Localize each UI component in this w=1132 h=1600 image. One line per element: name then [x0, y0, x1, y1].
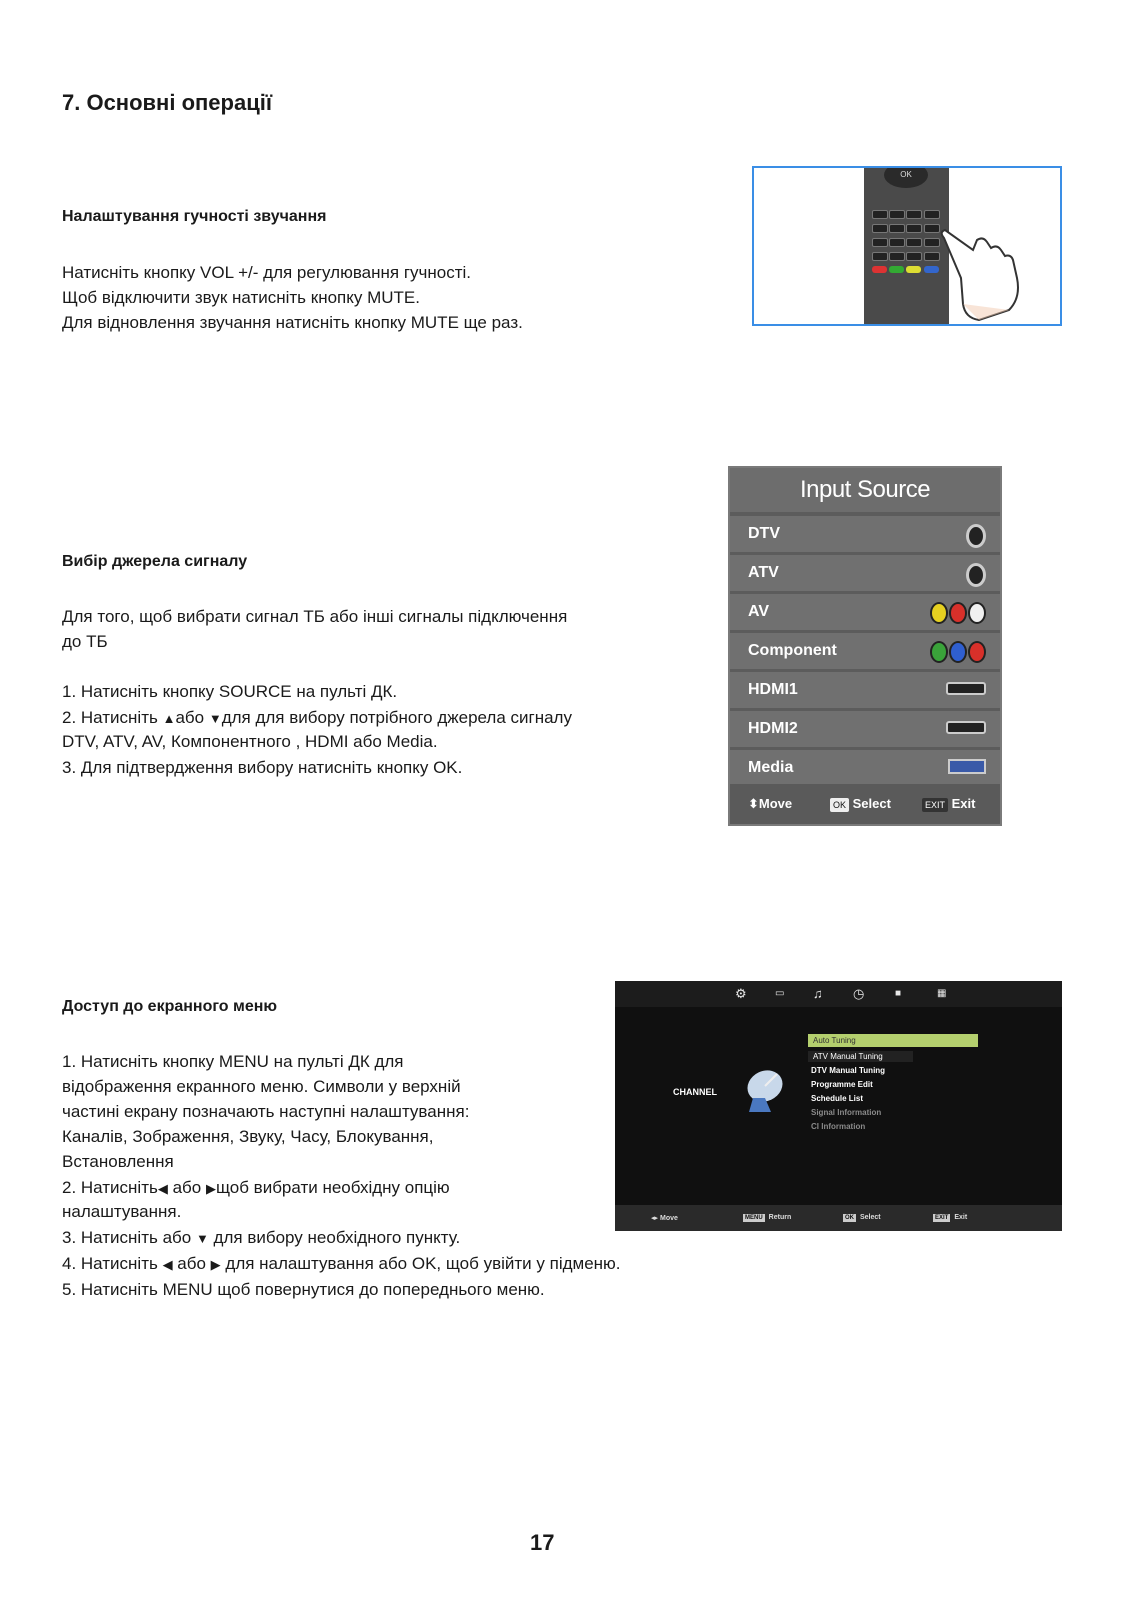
- osd-heading: Доступ до екранного меню: [62, 998, 278, 1015]
- osd-line-3: частині екрану позначають наступні налаштування:: [62, 1102, 470, 1121]
- remote-illustration: [752, 166, 1062, 326]
- page-number: 17: [530, 1530, 555, 1555]
- lock-icon[interactable]: ■: [895, 988, 902, 999]
- osd-step-4: 4. Натисніть ◀ або ▶ для налаштування або OK, щоб увійти у підменю.: [62, 1254, 621, 1273]
- volume-line-1: Натисніть кнопку VOL +/- для регулювання гучності.: [62, 263, 472, 282]
- source-item-component[interactable]: Component: [730, 633, 1000, 669]
- move-arrows-icon: ◂▸: [651, 1215, 660, 1222]
- volume-heading: Налаштування гучності звучання: [62, 208, 327, 225]
- osd-line-4: Каналів, Зображення, Звуку, Часу, Блокування,: [62, 1127, 434, 1146]
- left-arrow-icon: ◀: [157, 1181, 168, 1196]
- volume-line-2: Щоб відключити звук натисніть кнопку MUTE.: [62, 288, 420, 307]
- input-source-menu: [728, 466, 1002, 826]
- source-step-3: 3. Для підтвердження вибору натисніть кнопку OK.: [62, 758, 463, 777]
- source-step-1: 1. Натисніть кнопку SOURCE на пульті ДК.: [62, 682, 398, 701]
- exit-hint: EXIT Exit: [935, 1214, 968, 1221]
- osd-menu-footer: [615, 1205, 1062, 1231]
- left-arrow-icon: ◀: [162, 1257, 173, 1272]
- select-hint: OK Select: [845, 1214, 881, 1221]
- menu-item-dtv-manual-tuning[interactable]: DTV Manual Tuning: [811, 1066, 886, 1075]
- source-step-2-line-2: DTV, ATV, AV, Компонентного , HDMI або Media.: [62, 732, 438, 751]
- down-arrow-icon: ▼: [195, 1231, 209, 1246]
- source-item-dtv[interactable]: DTV: [730, 516, 1000, 552]
- volume-line-3: Для відновлення звучання натисніть кнопку MUTE ще раз.: [62, 313, 523, 332]
- return-hint: MENU Return: [745, 1214, 792, 1221]
- source-item-av[interactable]: AV: [730, 594, 1000, 630]
- music-note-icon[interactable]: ♫: [813, 986, 823, 1001]
- right-arrow-icon: ▶: [210, 1257, 221, 1272]
- up-arrow-icon: ▲: [162, 711, 176, 726]
- coax-connector-icon: [966, 563, 986, 587]
- osd-menu-tabs: [615, 981, 1062, 1007]
- osd-step-2-line-2: налаштування.: [62, 1202, 182, 1221]
- hdmi-port-icon: [946, 719, 986, 737]
- osd-line-2: відображення екранного меню. Символи у верхній: [62, 1077, 461, 1096]
- coax-connector-icon: [966, 524, 986, 548]
- grid-icon[interactable]: ▦: [937, 988, 947, 999]
- gear-icon[interactable]: ⚙: [735, 986, 747, 1001]
- clock-icon[interactable]: ◷: [853, 986, 865, 1001]
- menu-item-auto-tuning[interactable]: Auto Tuning: [808, 1034, 978, 1047]
- osd-category-label: CHANNEL: [673, 1087, 717, 1097]
- source-step-2: 2. Натисніть ▲або ▼для для вибору потрібного джерела сигналу: [62, 708, 572, 727]
- osd-line-1: 1. Натисніть кнопку MENU на пульті ДК для: [62, 1052, 404, 1071]
- source-item-hdmi2[interactable]: HDMI2: [730, 711, 1000, 747]
- right-arrow-icon: ▶: [205, 1181, 216, 1196]
- menu-item-programme-edit[interactable]: Programme Edit: [811, 1080, 873, 1089]
- page-title: 7. Основні операції: [62, 90, 273, 115]
- monitor-icon[interactable]: ▭: [775, 988, 785, 999]
- down-arrow-icon: ▼: [208, 711, 222, 726]
- source-item-hdmi1[interactable]: HDMI1: [730, 672, 1000, 708]
- osd-line-5: Встановлення: [62, 1152, 174, 1171]
- up-down-arrow-icon: ⬍: [748, 796, 759, 811]
- osd-step-5: 5. Натисніть MENU щоб повернутися до попереднього меню.: [62, 1280, 545, 1299]
- source-item-atv[interactable]: ATV: [730, 555, 1000, 591]
- usb-port-icon: [948, 758, 986, 776]
- rca-connector-icon: [929, 602, 986, 624]
- move-hint: ⬍Move: [748, 796, 793, 811]
- source-intro-1: Для того, щоб вибрати сигнал ТБ або інші сигналы підключення: [62, 607, 568, 626]
- pointing-hand-icon: [939, 218, 1029, 326]
- input-source-title: Input Source: [730, 468, 1000, 512]
- source-intro-2: до ТБ: [62, 632, 108, 651]
- ok-button-icon: OK: [884, 166, 928, 188]
- osd-step-3: 3. Натисніть або ▼ для вибору необхідного пункту.: [62, 1228, 461, 1247]
- satellite-dish-icon: [741, 1066, 791, 1116]
- hdmi-port-icon: [946, 680, 986, 698]
- osd-step-2: 2. Натисніть◀ або ▶щоб вибрати необхідну опцію: [62, 1178, 450, 1197]
- component-connector-icon: [929, 641, 986, 663]
- input-source-footer: [730, 784, 1000, 824]
- move-hint: ◂▸ Move: [651, 1215, 678, 1222]
- osd-menu-screen: [615, 981, 1062, 1231]
- exit-hint: EXIT Exit: [922, 796, 975, 812]
- remote-control-icon: [864, 166, 949, 326]
- source-item-media[interactable]: Media: [730, 750, 1000, 786]
- menu-item-signal-information[interactable]: Signal Information: [811, 1108, 882, 1117]
- menu-item-ci-information[interactable]: CI Information: [811, 1122, 866, 1131]
- source-heading: Вибір джерела сигналу: [62, 553, 248, 570]
- menu-item-schedule-list[interactable]: Schedule List: [811, 1094, 864, 1103]
- menu-item-atv-manual-tuning[interactable]: ATV Manual Tuning: [808, 1051, 913, 1062]
- select-hint: OK Select: [830, 796, 891, 812]
